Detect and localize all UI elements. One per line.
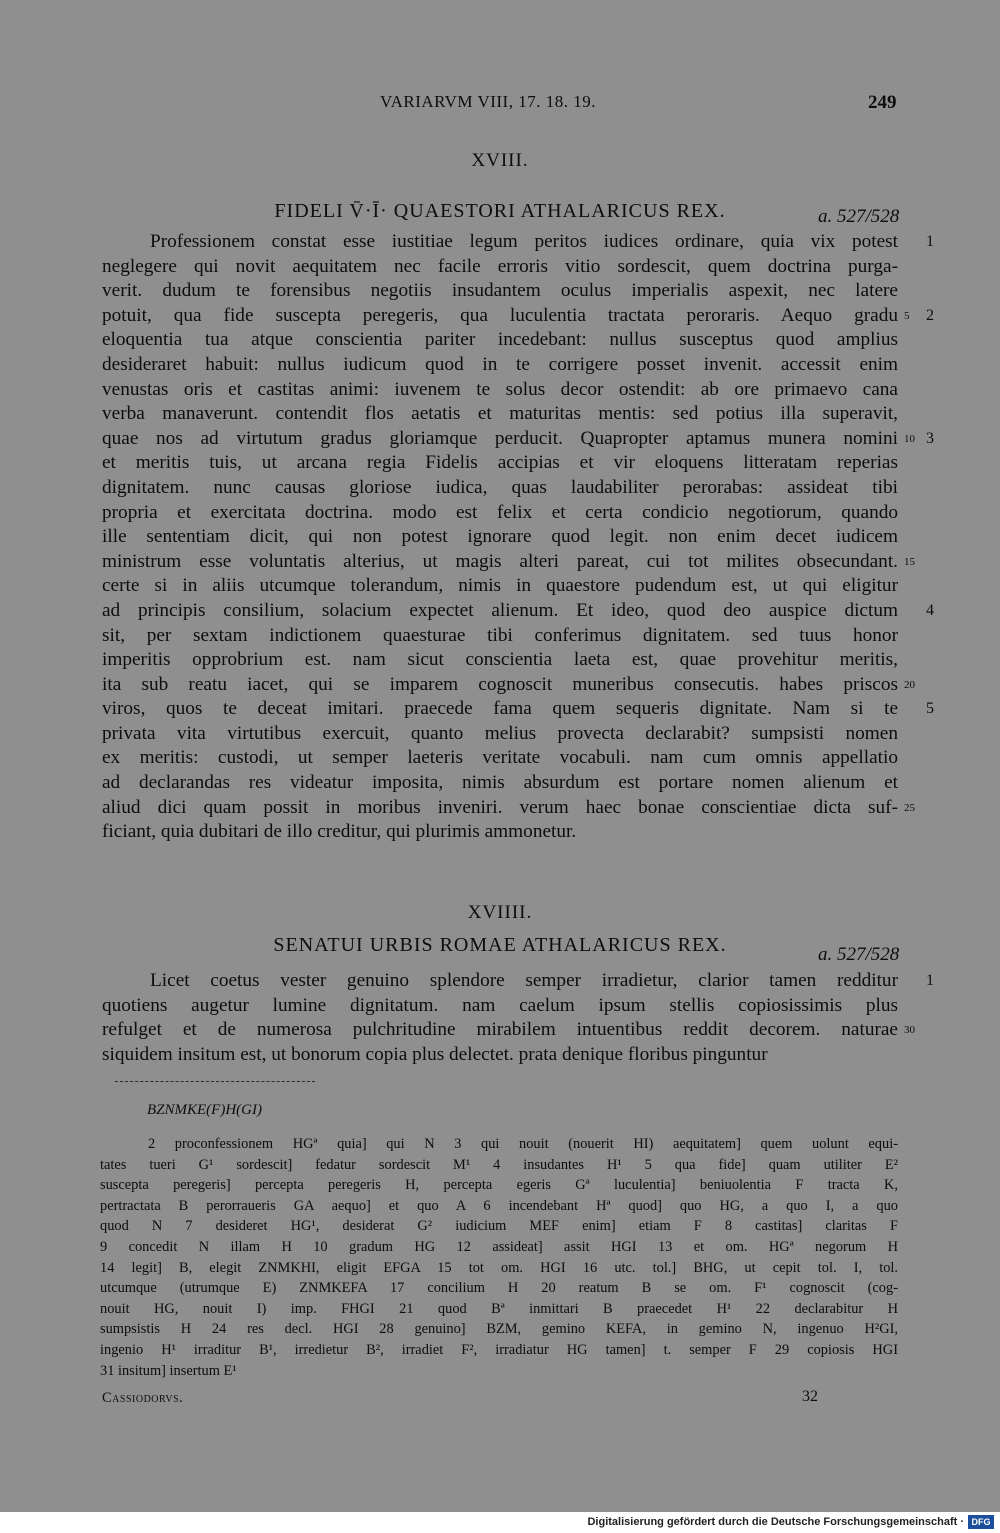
text-line: verit. dudum te forensibus negotiis insudantem oculus imperialis aspexit, nec latere [102, 280, 898, 302]
text-line: sit, per sextam indictionem quaesturae tibi conferimus dignitatem. sed tuus honor [102, 624, 898, 646]
apparatus-line: quod N 7 desideret HG¹, desiderat G² iudicium MEF enim] etiam F 8 castitas] claritas F [100, 1218, 898, 1235]
running-head: VARIARVM VIII, 17. 18. 19. [380, 92, 596, 111]
text-line: ad principis consilium, solacium expectet alienum. Et ideo, quod deo auspice dictum [102, 599, 898, 621]
text-line: desideraret habuit: nullus iudicum quod in te corrigere posset invenit. accessit enim [102, 353, 898, 375]
text-line: refulget et de numerosa pulchritudine mirabilem intuentibus reddit decorem. naturae [102, 1019, 898, 1041]
apparatus-line: 2 proconfessionem HGª quia] qui N 3 qui nouit (nouerit HI) aequitatem] quem uolunt equi- [148, 1136, 898, 1152]
line-number: 10 [904, 432, 915, 445]
text-line: imperitis opprobrium est. nam sicut conscientia laeta est, quae provehitur meritis, [102, 649, 898, 671]
text-line: siquidem insitum est, ut bonorum copia plus delectet. prata denique floribus pinguntur [102, 1043, 768, 1065]
apparatus-line: 14 legit] B, elegit ZNMKHI, eligit EFGA 15 tot om. HGI 16 utc. tol.] BHG, ut cepit tol. I, tol. [100, 1259, 898, 1276]
critical-apparatus [100, 1134, 898, 1381]
text-line: ita sub reatu iacet, qui se imparem cognoscit muneribus consecutis. habes priscos [102, 673, 898, 695]
footer-author: Cassiodorvs. [102, 1390, 184, 1406]
text-line: ficiant, quia dubitari de illo creditur, qui plurimis ammonetur. [102, 821, 577, 843]
apparatus-line: utcumque (utrumque E) ZNMKEFA 17 concilium H 20 reatum B se om. F¹ cognoscit (cog- [100, 1280, 898, 1297]
apparatus-line: pertractata B perorraueris GA aequo] et quo A 6 incendebant Hª quod] quo HG, a quo I, a quo [100, 1197, 898, 1214]
text-line: et meritis tuis, ut arcana regia Fidelis accipias et vir eloquens litteratam reperias [102, 452, 898, 474]
section-number: 3 [926, 429, 934, 447]
text-line: quae nos ad virtutum gradus gloriamque perducit. Quapropter aptamus munera nomini [102, 427, 898, 449]
line-number: 20 [904, 678, 915, 691]
apparatus-line: 31 insitum] insertum E¹ [100, 1362, 237, 1379]
text-line: ad declarandas res videatur imposita, nimis absurdum est portare nomen alienum et [102, 772, 898, 794]
section-number: 4 [926, 602, 934, 619]
letter-19-title: SENATUI URBIS ROMAE ATHALARICUS REX. [273, 934, 727, 956]
letter-18-number: XVIII. [471, 150, 529, 171]
section-number: 1 [926, 972, 934, 989]
text-line: ministrum esse voluntatis alterius, ut magis alteri pareat, cui tot milites obsecundant. [102, 550, 898, 572]
text-line: ille sententiam dicit, qui non potest ignorare quod legit. non enim decet iudicem [102, 526, 898, 548]
text-line: venustas oris et castitas animi: iuvenem te solus decor ostendit: ab ore primaevo cana [102, 378, 898, 400]
digitization-banner [0, 1512, 1000, 1533]
text-line: potuit, qua fide suscepta peregeris, qua luculentia tractata peroraris. Aequo gradu [102, 304, 898, 326]
text-line: verba manaverunt. contendit flos aetatis et maturitas mentis: sed potius illa superavit, [102, 403, 898, 425]
letter-18-text [102, 230, 898, 845]
section-number: 2 [926, 306, 934, 324]
apparatus-line: 9 concedit N illam H 10 gradum HG 12 assideat] assit HGI 13 et om. HGª negorum H [100, 1238, 898, 1255]
text-line: ex meritis: custodi, ut semper laeteris veritate vocabuli. nam cum omnis appellatio [102, 747, 898, 769]
line-number: 15 [904, 555, 915, 568]
line-number: 25 [904, 801, 915, 814]
dfg-logo-icon: DFG [968, 1515, 994, 1529]
text-line: Licet coetus vester genuino splendore semper irradietur, clarior tamen redditur [150, 970, 898, 991]
section-number: 1 [926, 233, 934, 250]
text-line: eloquentia tua atque conscientia pariter incedebant: nullus susceptus quod amplius [102, 329, 898, 351]
line-number: 5 [904, 309, 910, 322]
letter-19-number: XVIIII. [467, 902, 533, 923]
section-number: 5 [926, 700, 934, 718]
text-line: viros, quos te deceat imitari. praecede fama quem sequeris dignitate. Nam si te [102, 698, 898, 720]
letter-19-text [102, 969, 898, 1067]
footer-signature: 32 [802, 1388, 818, 1405]
text-line: neglegere qui novit aequitatem nec facile erroris vitio sordescit, quem doctrina purga- [102, 255, 898, 277]
text-line: aliud dici quam possit in moribus inveniri. verum haec bonae conscientiae dicta suf- [102, 796, 898, 818]
letter-19-date: a. 527/528 [818, 944, 900, 965]
letter-18-date: a. 527/528 [818, 206, 900, 227]
text-line: quotiens augetur lumine dignitatum. nam caelum ipsum stellis copiosissimis plus [102, 994, 898, 1016]
banner-text: Digitalisierung gefördert durch die Deutsche Forschungsgemeinschaft · [587, 1516, 964, 1528]
text-line: certe si in aliis utcumque tolerandum, nimis in quaestore pudendum est, ut qui eligitur [102, 575, 898, 597]
letter-18-title: FIDELI V̄·Ī· QUAESTORI ATHALARICUS REX. [274, 200, 726, 222]
text-line: privata vita virtutibus exercuit, quanto melius provecta declarabit? sumpsisti nomen [102, 722, 898, 744]
text-line: Professionem constat esse iustitiae legum peritos iudices ordinare, quia vix potest [150, 231, 898, 252]
text-line: dignitatem. nunc causas gloriose iudica, quas laudabiliter perorabas: assideat tibi [102, 476, 898, 498]
apparatus-line: suscepta peregeris] percepta peregeris H, percepta egeris Gª luculentia] beniuolentia F tracta K, [100, 1177, 898, 1194]
apparatus-line: ingenio H¹ irraditur B¹, irredietur B², irradiet F², irradiatur HG tamen] t. semper F 29 copiosis HGI [100, 1341, 898, 1358]
apparatus-rule [115, 1081, 315, 1082]
apparatus-line: tates tueri G¹ sordescit] fedatur sordescit M¹ 4 insudantes H¹ 5 qua fide] quam utiliter E² [100, 1156, 898, 1173]
line-number: 30 [904, 1024, 915, 1037]
text-line: propria et exercitata doctrina. modo est felix et certa condicio negotiorum, quando [102, 501, 898, 523]
apparatus-sigla: BZNMKE(F)H(GI) [147, 1102, 262, 1118]
apparatus-line: sumpsistis H 24 res decl. HGI 28 genuino] BZM, gemino KEFA, in gemino N, ingenuo H²GI, [100, 1321, 898, 1338]
apparatus-line: nouit HG, nouit I) imp. FHGI 21 quod Bª inmittari B praecedet H¹ 22 declarabitur H [100, 1300, 898, 1317]
page-number: 249 [868, 92, 897, 113]
